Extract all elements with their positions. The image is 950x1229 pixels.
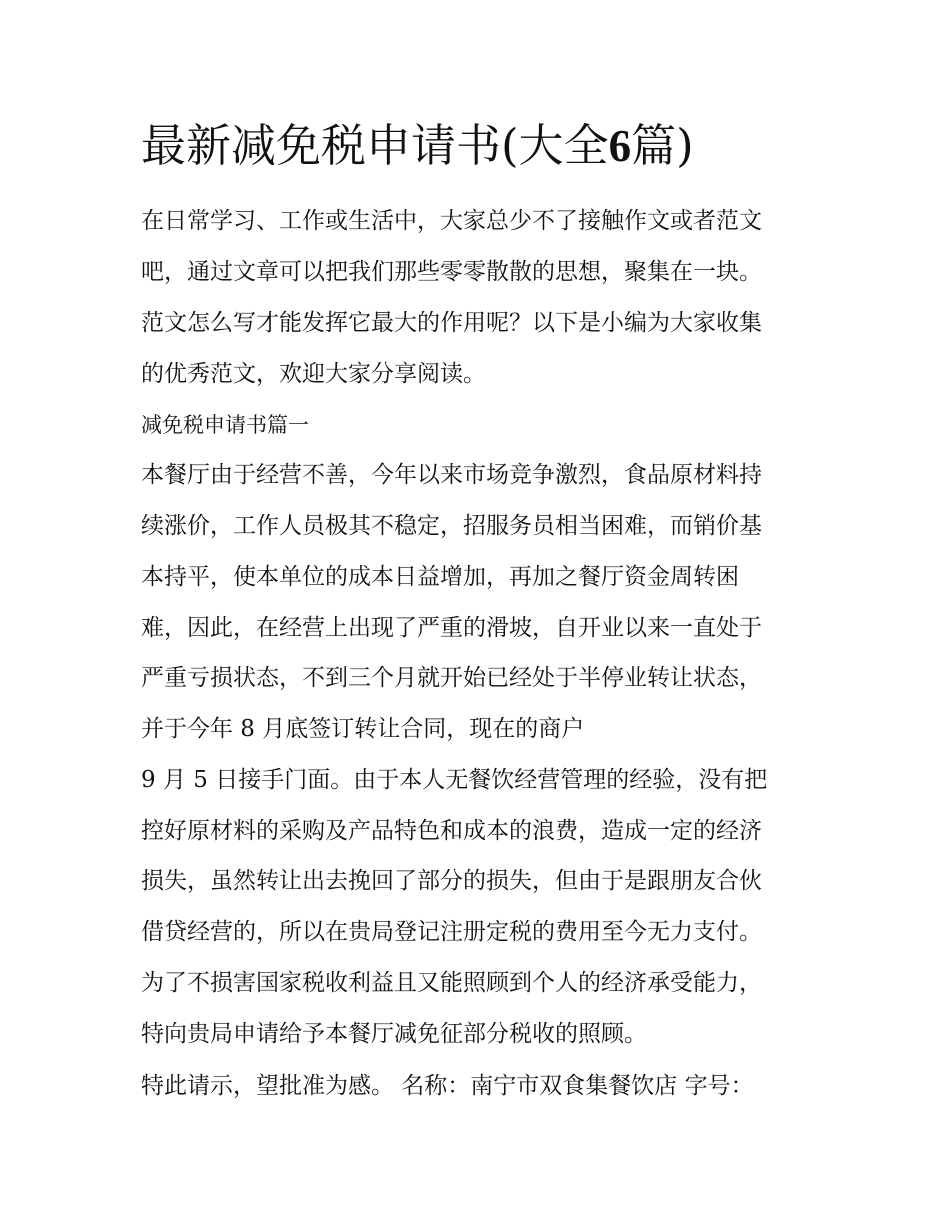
title-number: 6 (608, 121, 632, 171)
intro-line-2: 吧，通过文章可以把我们那些零零散散的思想，聚集在一块。 (141, 259, 762, 285)
body-line-11: 为了不损害国家税收利益且又能照顾到个人的经济承受能力， (141, 970, 762, 996)
body-line-10: 借贷经营的，所以在贵局登记注册定税的费用至今无力支付。 (141, 919, 762, 945)
document-title (141, 116, 861, 176)
closing-line: 特此请示，望批准为感。 名称：南宁市双食集餐饮店 字号： (141, 1073, 754, 1099)
body-line-1: 本餐厅由于经营不善，今年以来市场竞争激烈，食品原材料持 (141, 462, 762, 488)
body-line-6: 并于今年 8 月底签订转让合同，现在的商户 (141, 716, 585, 742)
body-line-7: 9 月 5 日接手门面。由于本人无餐饮经营管理的经验，没有把 (141, 767, 768, 793)
body-line-5: 严重亏损状态，不到三个月就开始已经处于半停业转让状态， (141, 665, 762, 691)
intro-line-3: 范文怎么写才能发挥它最大的作用呢？以下是小编为大家收集 (141, 310, 762, 336)
body-line-3: 本持平，使本单位的成本日益增加，再加之餐厅资金周转困 (141, 564, 739, 590)
section-heading: 减免税申请书篇一 (141, 413, 309, 437)
body-line-12: 特向贵局申请给予本餐厅减免征部分税收的照顾。 (141, 1021, 647, 1047)
intro-line-4: 的优秀范文，欢迎大家分享阅读。 (141, 361, 486, 387)
body-line-2: 续涨价，工作人员极其不稳定，招服务员相当困难，而销价基 (141, 513, 762, 539)
body-line-8: 控好原材料的采购及产品特色和成本的浪费，造成一定的经济 (141, 818, 762, 844)
body-line-9: 损失，虽然转让出去挽回了部分的损失，但由于是跟朋友合伙 (141, 868, 762, 894)
title-text-end: 篇) (631, 119, 694, 172)
title-text-main: 最新减免税申请书(大全 (141, 119, 609, 172)
intro-line-1: 在日常学习、工作或生活中，大家总少不了接触作文或者范文 (141, 208, 762, 234)
body-line-4: 难，因此，在经营上出现了严重的滑坡，自开业以来一直处于 (141, 615, 762, 641)
